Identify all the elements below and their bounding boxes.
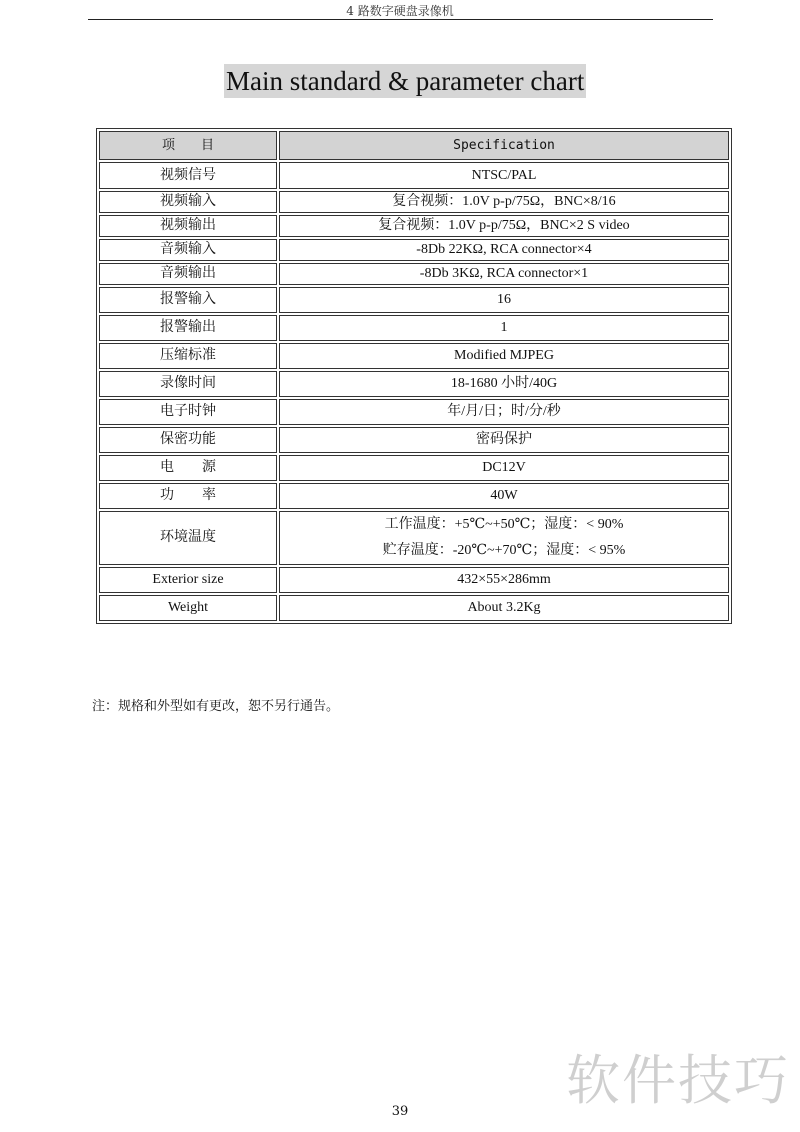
table-row [99,343,729,369]
footnote: 注：规格和外型如有更改，恕不另行通告。 [92,699,340,714]
spec-table [96,128,732,624]
table-row-environment [99,511,729,565]
row-item: 音频输出 [99,263,277,285]
row-item: 视频输入 [99,191,277,213]
table-row [99,287,729,313]
row-spec: -8Db 3KΩ, RCA connector×1 [279,263,729,285]
table-row [99,483,729,509]
row-item: 报警输出 [99,315,277,341]
row-item: 录像时间 [99,371,277,397]
row-item: 电 源 [99,455,277,481]
row-spec: 18-1680 小时/40G [279,371,729,397]
row-item: 压缩标准 [99,343,277,369]
watermark: 软件技巧 [566,1049,790,1112]
row-item: 音频输入 [99,239,277,261]
table-row [99,399,729,425]
storage-temperature: 贮存温度：-20℃~+70℃；湿度：< 95% [382,543,626,558]
header-spec: Specification [279,131,729,160]
table-row [99,315,729,341]
row-item: 环境温度 [99,511,277,565]
row-spec: 16 [279,287,729,313]
page-title: Main standard & parameter chart [226,66,585,96]
row-spec: 年/月/日；时/分/秒 [279,399,729,425]
table-row [99,427,729,453]
table-row [99,371,729,397]
row-spec: DC12V [279,455,729,481]
row-spec: 1 [279,315,729,341]
table-row [99,162,729,189]
running-header: 4 路数字硬盘录像机 [346,4,454,18]
row-spec: -8Db 22KΩ, RCA connector×4 [279,239,729,261]
row-item: 功 率 [99,483,277,509]
table-row [99,215,729,237]
row-spec: Modified MJPEG [279,343,729,369]
row-spec: NTSC/PAL [279,162,729,189]
table-row [99,239,729,261]
row-spec-environment [279,511,729,565]
page-number: 39 [391,1104,409,1119]
table-row [99,191,729,213]
row-item: 视频信号 [99,162,277,189]
table-row [99,263,729,285]
header-rule [88,19,713,20]
header-item: 项 目 [99,131,277,160]
row-spec: 密码保护 [279,427,729,453]
row-spec: About 3.2Kg [279,595,729,621]
row-item: 保密功能 [99,427,277,453]
row-spec: 40W [279,483,729,509]
table-row [99,595,729,621]
table-row [99,455,729,481]
row-spec: 复合视频：1.0V p-p/75Ω，BNC×8/16 [279,191,729,213]
table-header-row [99,131,729,160]
spec-rows [99,162,729,621]
table-row [99,567,729,593]
row-item: 报警输入 [99,287,277,313]
row-item: Weight [99,595,277,621]
row-spec: 复合视频：1.0V p-p/75Ω，BNC×2 S video [279,215,729,237]
row-item: 视频输出 [99,215,277,237]
row-item: Exterior size [99,567,277,593]
row-spec: 432×55×286mm [279,567,729,593]
operating-temperature: 工作温度：+5℃~+50℃；湿度：< 90% [384,517,624,532]
row-item: 电子时钟 [99,399,277,425]
